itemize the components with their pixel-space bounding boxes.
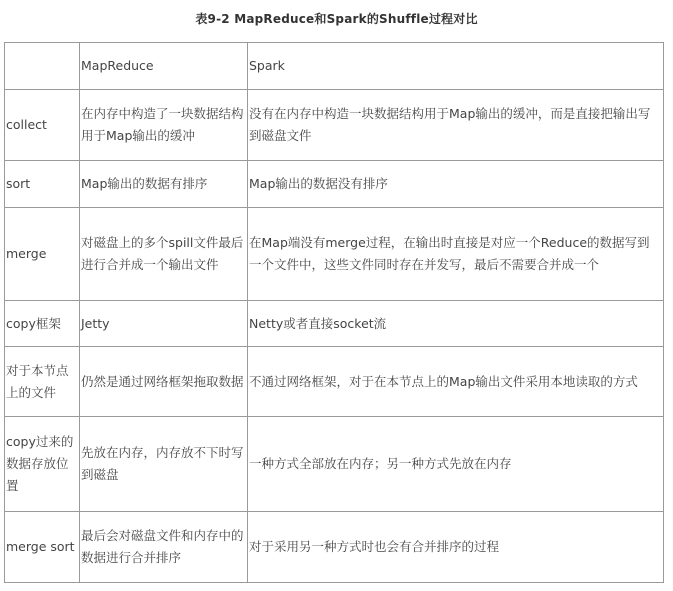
row-mapreduce: Map输出的数据有排序	[80, 161, 248, 208]
row-spark: Netty或者直接socket流	[248, 301, 664, 347]
table-row	[5, 90, 664, 161]
header-cell-empty	[5, 43, 80, 90]
row-item: collect	[5, 90, 80, 161]
table-row	[5, 512, 664, 583]
table-row	[5, 417, 664, 512]
table-row	[5, 161, 664, 208]
row-item: copy框架	[5, 301, 80, 347]
table-row	[5, 347, 664, 417]
row-spark: Map输出的数据没有排序	[248, 161, 664, 208]
row-item: 对于本节点上的文件	[5, 347, 80, 417]
row-item: sort	[5, 161, 80, 208]
row-spark: 一种方式全部放在内存；另一种方式先放在内存	[248, 417, 664, 512]
row-item: merge sort	[5, 512, 80, 583]
row-mapreduce: Jetty	[80, 301, 248, 347]
row-mapreduce: 对磁盘上的多个spill文件最后进行合并成一个输出文件	[80, 208, 248, 301]
row-mapreduce: 最后会对磁盘文件和内存中的数据进行合并排序	[80, 512, 248, 583]
row-spark: 不通过网络框架，对于在本节点上的Map输出文件采用本地读取的方式	[248, 347, 664, 417]
row-mapreduce: 仍然是通过网络框架拖取数据	[80, 347, 248, 417]
table-row	[5, 208, 664, 301]
row-item: merge	[5, 208, 80, 301]
row-spark: 没有在内存中构造一块数据结构用于Map输出的缓冲，而是直接把输出写到磁盘文件	[248, 90, 664, 161]
row-spark: 在Map端没有merge过程，在输出时直接是对应一个Reduce的数据写到一个文件中，这些文件同时存在并发写，最后不需要合并成一个	[248, 208, 664, 301]
row-mapreduce: 先放在内存，内存放不下时写到磁盘	[80, 417, 248, 512]
row-mapreduce: 在内存中构造了一块数据结构用于Map输出的缓冲	[80, 90, 248, 161]
header-cell-mapreduce: MapReduce	[80, 43, 248, 90]
table-caption: 表9-2 MapReduce和Spark的Shuffle过程对比	[195, 12, 478, 26]
row-item: copy过来的数据存放位置	[5, 417, 80, 512]
header-cell-spark: Spark	[248, 43, 664, 90]
comparison-table	[4, 42, 664, 583]
row-spark: 对于采用另一种方式时也会有合并排序的过程	[248, 512, 664, 583]
table-row	[5, 301, 664, 347]
table-header-row	[5, 43, 664, 90]
